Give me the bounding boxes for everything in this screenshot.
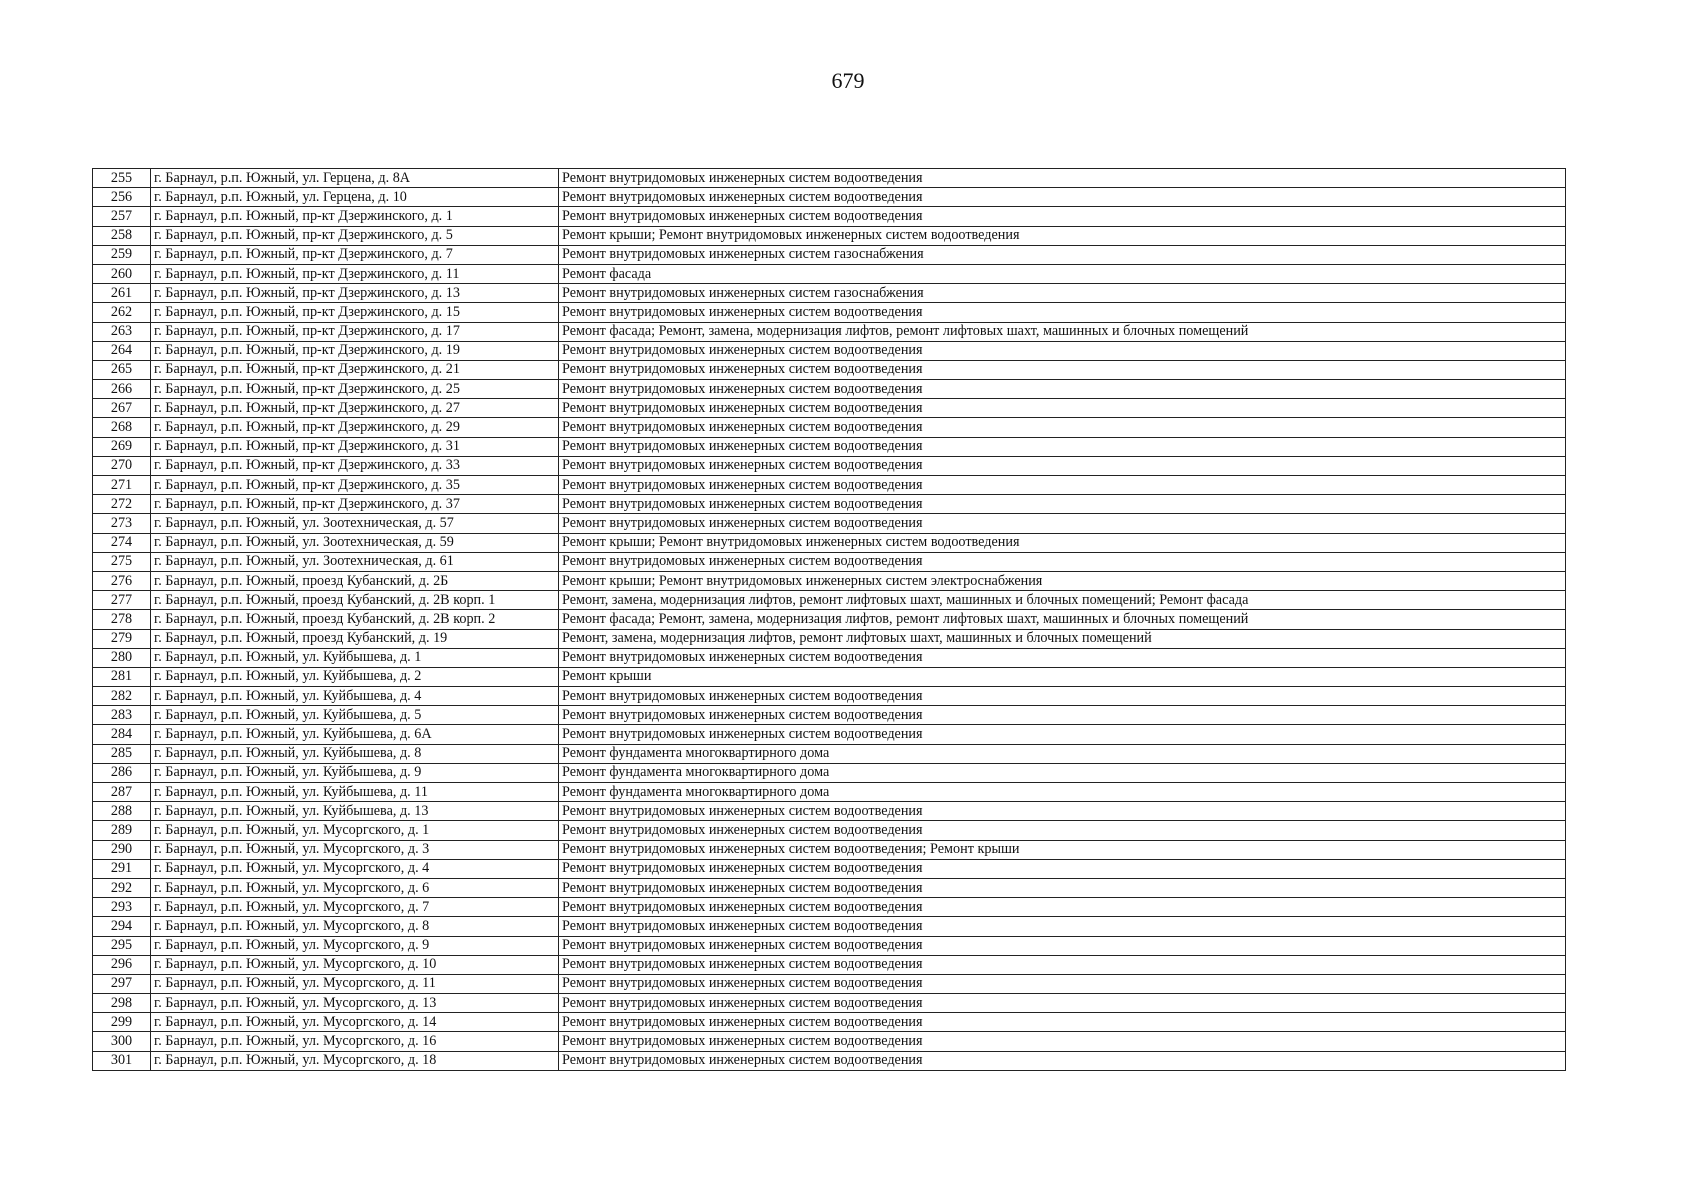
row-work-type: Ремонт, замена, модернизация лифтов, ремонт лифтовых шахт, машинных и блочных помещений; Ремонт фасада xyxy=(559,591,1566,610)
row-address: г. Барнаул, р.п. Южный, пр-кт Дзержинского, д. 15 xyxy=(151,303,559,322)
table-row xyxy=(93,495,1566,514)
row-work-type: Ремонт внутридомовых инженерных систем водоотведения xyxy=(559,859,1566,878)
row-number: 283 xyxy=(93,706,151,725)
row-address: г. Барнаул, р.п. Южный, пр-кт Дзержинского, д. 21 xyxy=(151,360,559,379)
row-work-type: Ремонт внутридомовых инженерных систем водоотведения xyxy=(559,1013,1566,1032)
table-row xyxy=(93,878,1566,897)
row-number: 299 xyxy=(93,1013,151,1032)
row-work-type: Ремонт внутридомовых инженерных систем водоотведения xyxy=(559,303,1566,322)
row-number: 282 xyxy=(93,687,151,706)
row-address: г. Барнаул, р.п. Южный, ул. Зоотехническая, д. 61 xyxy=(151,552,559,571)
row-address: г. Барнаул, р.п. Южный, ул. Куйбышева, д. 13 xyxy=(151,802,559,821)
row-work-type: Ремонт внутридомовых инженерных систем водоотведения xyxy=(559,878,1566,897)
table-row xyxy=(93,437,1566,456)
row-number: 297 xyxy=(93,974,151,993)
row-address: г. Барнаул, р.п. Южный, пр-кт Дзержинского, д. 17 xyxy=(151,322,559,341)
row-work-type: Ремонт крыши; Ремонт внутридомовых инженерных систем водоотведения xyxy=(559,533,1566,552)
row-work-type: Ремонт внутридомовых инженерных систем водоотведения xyxy=(559,1051,1566,1070)
table-row xyxy=(93,821,1566,840)
row-work-type: Ремонт внутридомовых инженерных систем водоотведения xyxy=(559,514,1566,533)
row-number: 275 xyxy=(93,552,151,571)
row-address: г. Барнаул, р.п. Южный, ул. Зоотехническая, д. 57 xyxy=(151,514,559,533)
row-number: 277 xyxy=(93,591,151,610)
table-row xyxy=(93,936,1566,955)
row-address: г. Барнаул, р.п. Южный, ул. Мусоргского, д. 3 xyxy=(151,840,559,859)
table-row xyxy=(93,725,1566,744)
row-work-type: Ремонт внутридомовых инженерных систем водоотведения xyxy=(559,399,1566,418)
row-address: г. Барнаул, р.п. Южный, ул. Герцена, д. 10 xyxy=(151,188,559,207)
row-address: г. Барнаул, р.п. Южный, ул. Мусоргского, д. 10 xyxy=(151,955,559,974)
row-number: 255 xyxy=(93,169,151,188)
table-row xyxy=(93,859,1566,878)
repair-table xyxy=(92,168,1566,1071)
table-row xyxy=(93,994,1566,1013)
table-row xyxy=(93,418,1566,437)
row-address: г. Барнаул, р.п. Южный, ул. Куйбышева, д. 4 xyxy=(151,687,559,706)
row-number: 263 xyxy=(93,322,151,341)
row-work-type: Ремонт внутридомовых инженерных систем водоотведения xyxy=(559,1032,1566,1051)
row-address: г. Барнаул, р.п. Южный, пр-кт Дзержинского, д. 31 xyxy=(151,437,559,456)
row-address: г. Барнаул, р.п. Южный, ул. Мусоргского, д. 16 xyxy=(151,1032,559,1051)
row-work-type: Ремонт фасада xyxy=(559,264,1566,283)
row-work-type: Ремонт внутридомовых инженерных систем водоотведения xyxy=(559,476,1566,495)
table-row xyxy=(93,667,1566,686)
table-row xyxy=(93,898,1566,917)
row-number: 289 xyxy=(93,821,151,840)
table-row xyxy=(93,380,1566,399)
row-work-type: Ремонт фасада; Ремонт, замена, модернизация лифтов, ремонт лифтовых шахт, машинных и блочных помещений xyxy=(559,322,1566,341)
row-address: г. Барнаул, р.п. Южный, пр-кт Дзержинского, д. 25 xyxy=(151,380,559,399)
row-address: г. Барнаул, р.п. Южный, ул. Мусоргского, д. 4 xyxy=(151,859,559,878)
table-row xyxy=(93,284,1566,303)
row-number: 293 xyxy=(93,898,151,917)
row-work-type: Ремонт внутридомовых инженерных систем водоотведения xyxy=(559,341,1566,360)
table-row xyxy=(93,1032,1566,1051)
row-address: г. Барнаул, р.п. Южный, ул. Мусоргского, д. 8 xyxy=(151,917,559,936)
row-work-type: Ремонт внутридомовых инженерных систем водоотведения xyxy=(559,936,1566,955)
row-number: 278 xyxy=(93,610,151,629)
table-row xyxy=(93,360,1566,379)
row-work-type: Ремонт внутридомовых инженерных систем водоотведения xyxy=(559,994,1566,1013)
row-number: 288 xyxy=(93,802,151,821)
row-work-type: Ремонт внутридомовых инженерных систем водоотведения xyxy=(559,360,1566,379)
row-number: 270 xyxy=(93,456,151,475)
table-row xyxy=(93,552,1566,571)
row-number: 256 xyxy=(93,188,151,207)
row-work-type: Ремонт фундамента многоквартирного дома xyxy=(559,763,1566,782)
row-address: г. Барнаул, р.п. Южный, пр-кт Дзержинского, д. 1 xyxy=(151,207,559,226)
table-row xyxy=(93,264,1566,283)
row-number: 300 xyxy=(93,1032,151,1051)
row-work-type: Ремонт фундамента многоквартирного дома xyxy=(559,744,1566,763)
row-number: 268 xyxy=(93,418,151,437)
row-address: г. Барнаул, р.п. Южный, пр-кт Дзержинского, д. 19 xyxy=(151,341,559,360)
row-work-type: Ремонт внутридомовых инженерных систем водоотведения xyxy=(559,955,1566,974)
row-number: 266 xyxy=(93,380,151,399)
row-work-type: Ремонт внутридомовых инженерных систем газоснабжения xyxy=(559,284,1566,303)
table-row xyxy=(93,1013,1566,1032)
row-number: 290 xyxy=(93,840,151,859)
table-row xyxy=(93,399,1566,418)
row-number: 259 xyxy=(93,245,151,264)
row-address: г. Барнаул, р.п. Южный, ул. Мусоргского, д. 14 xyxy=(151,1013,559,1032)
table-row xyxy=(93,571,1566,590)
row-address: г. Барнаул, р.п. Южный, проезд Кубанский, д. 19 xyxy=(151,629,559,648)
row-work-type: Ремонт внутридомовых инженерных систем водоотведения xyxy=(559,802,1566,821)
row-number: 292 xyxy=(93,878,151,897)
table-row xyxy=(93,514,1566,533)
row-number: 287 xyxy=(93,783,151,802)
row-number: 271 xyxy=(93,476,151,495)
row-work-type: Ремонт внутридомовых инженерных систем водоотведения xyxy=(559,917,1566,936)
row-work-type: Ремонт внутридомовых инженерных систем водоотведения xyxy=(559,648,1566,667)
row-address: г. Барнаул, р.п. Южный, проезд Кубанский, д. 2Б xyxy=(151,571,559,590)
row-number: 286 xyxy=(93,763,151,782)
row-work-type: Ремонт внутридомовых инженерных систем водоотведения xyxy=(559,974,1566,993)
table-row xyxy=(93,476,1566,495)
row-address: г. Барнаул, р.п. Южный, пр-кт Дзержинского, д. 29 xyxy=(151,418,559,437)
table-row xyxy=(93,763,1566,782)
row-address: г. Барнаул, р.п. Южный, ул. Мусоргского, д. 11 xyxy=(151,974,559,993)
row-address: г. Барнаул, р.п. Южный, ул. Мусоргского, д. 7 xyxy=(151,898,559,917)
page-number: 679 xyxy=(831,68,865,93)
row-address: г. Барнаул, р.п. Южный, ул. Куйбышева, д. 9 xyxy=(151,763,559,782)
table-row xyxy=(93,169,1566,188)
row-address: г. Барнаул, р.п. Южный, ул. Куйбышева, д. 5 xyxy=(151,706,559,725)
row-work-type: Ремонт крыши xyxy=(559,667,1566,686)
table-row xyxy=(93,610,1566,629)
table-row xyxy=(93,303,1566,322)
row-work-type: Ремонт внутридомовых инженерных систем водоотведения xyxy=(559,169,1566,188)
table-row xyxy=(93,974,1566,993)
table-row xyxy=(93,744,1566,763)
row-address: г. Барнаул, р.п. Южный, ул. Мусоргского, д. 9 xyxy=(151,936,559,955)
row-address: г. Барнаул, р.п. Южный, ул. Мусоргского, д. 1 xyxy=(151,821,559,840)
row-number: 274 xyxy=(93,533,151,552)
row-number: 291 xyxy=(93,859,151,878)
table-row xyxy=(93,802,1566,821)
row-address: г. Барнаул, р.п. Южный, ул. Куйбышева, д. 11 xyxy=(151,783,559,802)
row-work-type: Ремонт внутридомовых инженерных систем водоотведения xyxy=(559,456,1566,475)
row-address: г. Барнаул, р.п. Южный, ул. Куйбышева, д. 8 xyxy=(151,744,559,763)
row-number: 272 xyxy=(93,495,151,514)
row-number: 276 xyxy=(93,571,151,590)
row-number: 258 xyxy=(93,226,151,245)
table-row xyxy=(93,322,1566,341)
row-number: 298 xyxy=(93,994,151,1013)
row-address: г. Барнаул, р.п. Южный, ул. Герцена, д. 8А xyxy=(151,169,559,188)
row-address: г. Барнаул, р.п. Южный, проезд Кубанский, д. 2В корп. 1 xyxy=(151,591,559,610)
row-number: 269 xyxy=(93,437,151,456)
table-row xyxy=(93,687,1566,706)
row-work-type: Ремонт фасада; Ремонт, замена, модернизация лифтов, ремонт лифтовых шахт, машинных и блочных помещений xyxy=(559,610,1566,629)
row-number: 262 xyxy=(93,303,151,322)
row-address: г. Барнаул, р.п. Южный, пр-кт Дзержинского, д. 37 xyxy=(151,495,559,514)
row-number: 295 xyxy=(93,936,151,955)
row-number: 267 xyxy=(93,399,151,418)
table-row xyxy=(93,207,1566,226)
row-work-type: Ремонт, замена, модернизация лифтов, ремонт лифтовых шахт, машинных и блочных помещений xyxy=(559,629,1566,648)
row-work-type: Ремонт фундамента многоквартирного дома xyxy=(559,783,1566,802)
row-address: г. Барнаул, р.п. Южный, пр-кт Дзержинского, д. 33 xyxy=(151,456,559,475)
row-work-type: Ремонт внутридомовых инженерных систем водоотведения xyxy=(559,188,1566,207)
table-row xyxy=(93,591,1566,610)
row-work-type: Ремонт крыши; Ремонт внутридомовых инженерных систем электроснабжения xyxy=(559,571,1566,590)
table-row xyxy=(93,188,1566,207)
row-number: 281 xyxy=(93,667,151,686)
row-work-type: Ремонт внутридомовых инженерных систем водоотведения xyxy=(559,495,1566,514)
row-work-type: Ремонт внутридомовых инженерных систем водоотведения xyxy=(559,687,1566,706)
row-number: 285 xyxy=(93,744,151,763)
row-work-type: Ремонт внутридомовых инженерных систем водоотведения xyxy=(559,706,1566,725)
row-address: г. Барнаул, р.п. Южный, ул. Куйбышева, д. 2 xyxy=(151,667,559,686)
row-work-type: Ремонт внутридомовых инженерных систем водоотведения xyxy=(559,380,1566,399)
table-row xyxy=(93,341,1566,360)
row-address: г. Барнаул, р.п. Южный, пр-кт Дзержинского, д. 7 xyxy=(151,245,559,264)
row-address: г. Барнаул, р.п. Южный, ул. Мусоргского, д. 18 xyxy=(151,1051,559,1070)
row-work-type: Ремонт внутридомовых инженерных систем водоотведения; Ремонт крыши xyxy=(559,840,1566,859)
row-number: 296 xyxy=(93,955,151,974)
table-row xyxy=(93,955,1566,974)
row-address: г. Барнаул, р.п. Южный, пр-кт Дзержинского, д. 11 xyxy=(151,264,559,283)
table-row xyxy=(93,245,1566,264)
row-number: 284 xyxy=(93,725,151,744)
table-row xyxy=(93,533,1566,552)
table-row xyxy=(93,1051,1566,1070)
table-row xyxy=(93,783,1566,802)
row-address: г. Барнаул, р.п. Южный, пр-кт Дзержинского, д. 27 xyxy=(151,399,559,418)
table-row xyxy=(93,629,1566,648)
row-number: 261 xyxy=(93,284,151,303)
row-work-type: Ремонт внутридомовых инженерных систем водоотведения xyxy=(559,418,1566,437)
row-work-type: Ремонт внутридомовых инженерных систем водоотведения xyxy=(559,898,1566,917)
row-address: г. Барнаул, р.п. Южный, ул. Куйбышева, д. 6А xyxy=(151,725,559,744)
row-address: г. Барнаул, р.п. Южный, пр-кт Дзержинского, д. 35 xyxy=(151,476,559,495)
row-address: г. Барнаул, р.п. Южный, проезд Кубанский, д. 2В корп. 2 xyxy=(151,610,559,629)
row-number: 273 xyxy=(93,514,151,533)
row-number: 260 xyxy=(93,264,151,283)
table-row xyxy=(93,648,1566,667)
row-number: 265 xyxy=(93,360,151,379)
table-row xyxy=(93,840,1566,859)
row-address: г. Барнаул, р.п. Южный, ул. Мусоргского, д. 13 xyxy=(151,994,559,1013)
row-work-type: Ремонт внутридомовых инженерных систем водоотведения xyxy=(559,437,1566,456)
table-row xyxy=(93,226,1566,245)
row-work-type: Ремонт внутридомовых инженерных систем водоотведения xyxy=(559,207,1566,226)
row-address: г. Барнаул, р.п. Южный, пр-кт Дзержинского, д. 13 xyxy=(151,284,559,303)
row-number: 280 xyxy=(93,648,151,667)
row-address: г. Барнаул, р.п. Южный, ул. Зоотехническая, д. 59 xyxy=(151,533,559,552)
row-address: г. Барнаул, р.п. Южный, пр-кт Дзержинского, д. 5 xyxy=(151,226,559,245)
row-work-type: Ремонт крыши; Ремонт внутридомовых инженерных систем водоотведения xyxy=(559,226,1566,245)
row-work-type: Ремонт внутридомовых инженерных систем водоотведения xyxy=(559,725,1566,744)
row-number: 257 xyxy=(93,207,151,226)
row-work-type: Ремонт внутридомовых инженерных систем газоснабжения xyxy=(559,245,1566,264)
row-number: 301 xyxy=(93,1051,151,1070)
row-address: г. Барнаул, р.п. Южный, ул. Мусоргского, д. 6 xyxy=(151,878,559,897)
row-number: 279 xyxy=(93,629,151,648)
row-work-type: Ремонт внутридомовых инженерных систем водоотведения xyxy=(559,821,1566,840)
table-row xyxy=(93,706,1566,725)
row-number: 294 xyxy=(93,917,151,936)
table-row xyxy=(93,917,1566,936)
table-row xyxy=(93,456,1566,475)
row-address: г. Барнаул, р.п. Южный, ул. Куйбышева, д. 1 xyxy=(151,648,559,667)
row-number: 264 xyxy=(93,341,151,360)
table-body xyxy=(93,169,1566,1071)
row-work-type: Ремонт внутридомовых инженерных систем водоотведения xyxy=(559,552,1566,571)
